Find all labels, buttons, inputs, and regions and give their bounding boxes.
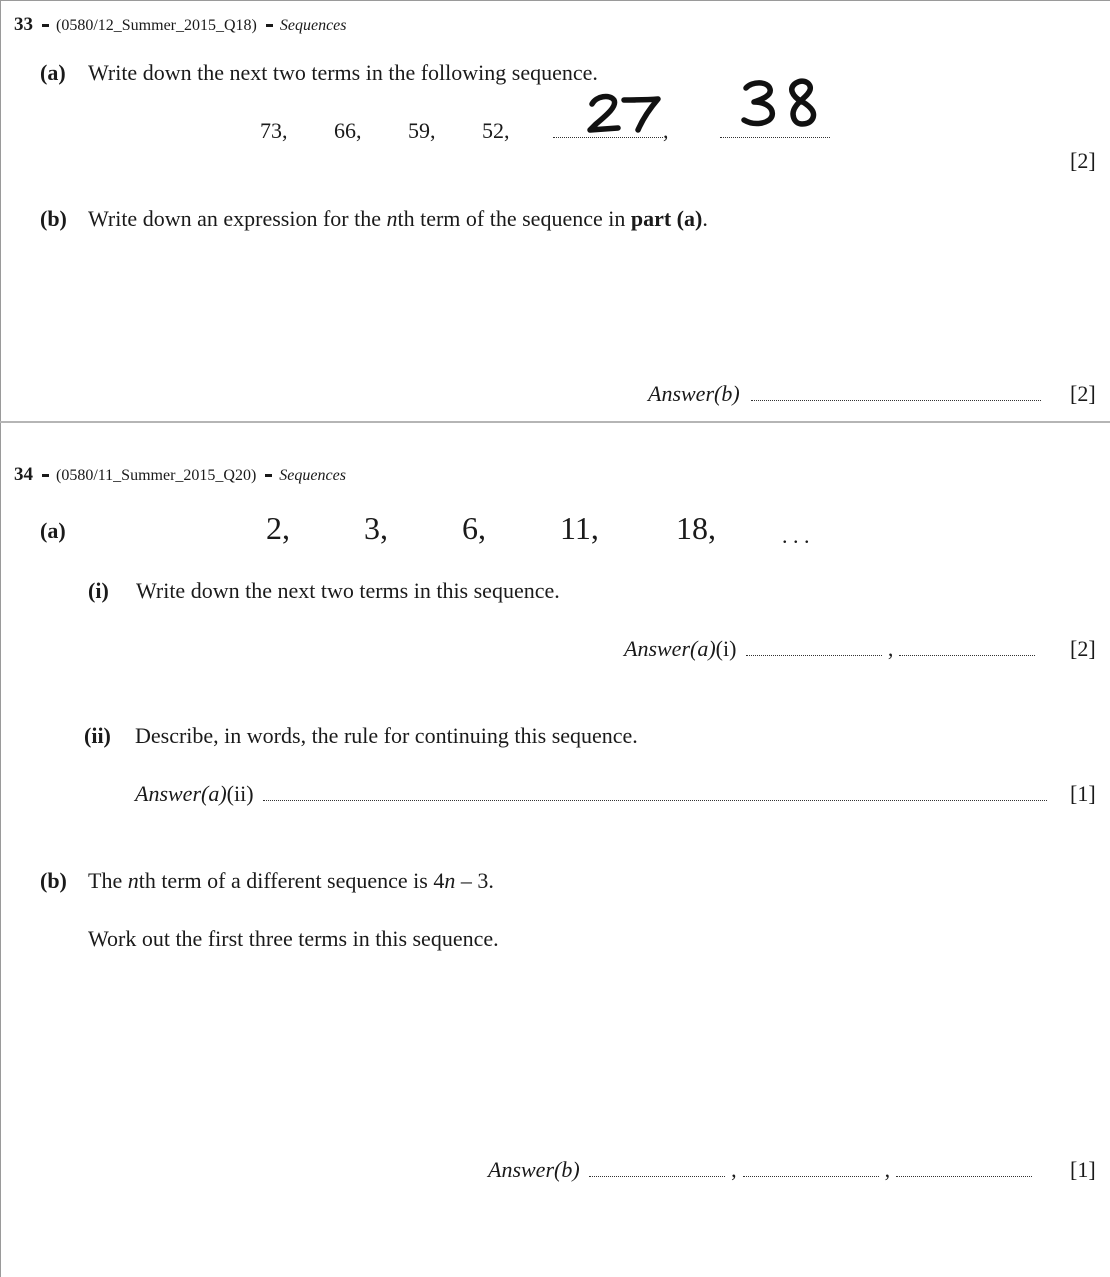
q34aii-marks: [1] bbox=[1070, 781, 1096, 806]
left-border bbox=[0, 0, 1, 1277]
q34a-term: 6, bbox=[462, 510, 486, 546]
q34ai-marks: [2] bbox=[1070, 636, 1096, 661]
q34b-answer-label: Answer(b) bbox=[488, 1157, 580, 1182]
q33b-answer-label: Answer(b) bbox=[648, 381, 740, 406]
q34ai-answer-line[interactable]: Answer(a)(i) , bbox=[624, 636, 1035, 662]
q33b-question: Write down an expression for the nth term of the sequence in part (a). bbox=[88, 206, 708, 231]
q34b-label: (b) bbox=[40, 868, 67, 893]
q33b-answer-line[interactable] bbox=[648, 381, 1041, 407]
q33a-term: 73, bbox=[260, 118, 288, 143]
q34-source: (0580/11_Summer_2015_Q20) bbox=[56, 467, 257, 484]
q34ai-answer-label: Answer(a) bbox=[624, 636, 716, 661]
q34b-answer-line[interactable]: Answer(b) , , bbox=[488, 1157, 1032, 1183]
q33-number: 33 bbox=[14, 14, 33, 35]
q34aii-label: (ii) bbox=[84, 723, 111, 748]
q34aii-question: Describe, in words, the rule for continuing this sequence. bbox=[135, 723, 638, 748]
q34b-instruction: Work out the first three terms in this sequence. bbox=[88, 926, 499, 951]
q33a-label: (a) bbox=[40, 60, 66, 85]
q34-number: 34 bbox=[14, 464, 33, 485]
q34-header bbox=[14, 465, 346, 486]
bullet-icon bbox=[266, 24, 273, 27]
q34a-term: 11, bbox=[560, 510, 599, 546]
q33a-term: 59, bbox=[408, 118, 436, 143]
q34a-label: (a) bbox=[40, 518, 66, 543]
q33-topic: Sequences bbox=[279, 17, 347, 34]
q33a-term: 52, bbox=[482, 118, 510, 143]
q33b-label: (b) bbox=[40, 206, 67, 231]
question-divider bbox=[0, 421, 1110, 423]
bullet-icon bbox=[265, 474, 272, 477]
q34a-term: 3, bbox=[364, 510, 388, 546]
q34aii-answer-label: Answer(a) bbox=[135, 781, 227, 806]
q33-source: (0580/12_Summer_2015_Q18) bbox=[56, 17, 257, 34]
q34aii-answer-line[interactable]: Answer(a)(ii) bbox=[135, 781, 1047, 807]
q34b-marks: [1] bbox=[1070, 1157, 1096, 1182]
bullet-icon bbox=[42, 474, 49, 477]
q34-topic: Sequences bbox=[279, 467, 346, 484]
bullet-icon bbox=[42, 24, 49, 27]
q34a-term: 18, bbox=[676, 510, 716, 546]
q34a-ellipsis: . . . bbox=[782, 523, 810, 548]
q33a-handwritten-answer-1 bbox=[588, 92, 668, 136]
q34ai-label: (i) bbox=[88, 578, 109, 603]
q33a-handwritten-answer-2 bbox=[740, 78, 824, 130]
top-border bbox=[0, 0, 1110, 1]
q33a-term: 66, bbox=[334, 118, 362, 143]
q34ai-question: Write down the next two terms in this sequence. bbox=[136, 578, 560, 603]
q34a-term: 2, bbox=[266, 510, 290, 546]
q33a-marks: [2] bbox=[1070, 148, 1096, 173]
q33b-marks: [2] bbox=[1070, 381, 1096, 406]
q33-header bbox=[14, 15, 347, 36]
q33a-answer-blank-1[interactable]: , bbox=[553, 118, 669, 144]
q34b-question: The nth term of a different sequence is 4n – 3. bbox=[88, 868, 494, 893]
q33a-question: Write down the next two terms in the following sequence. bbox=[88, 60, 598, 85]
